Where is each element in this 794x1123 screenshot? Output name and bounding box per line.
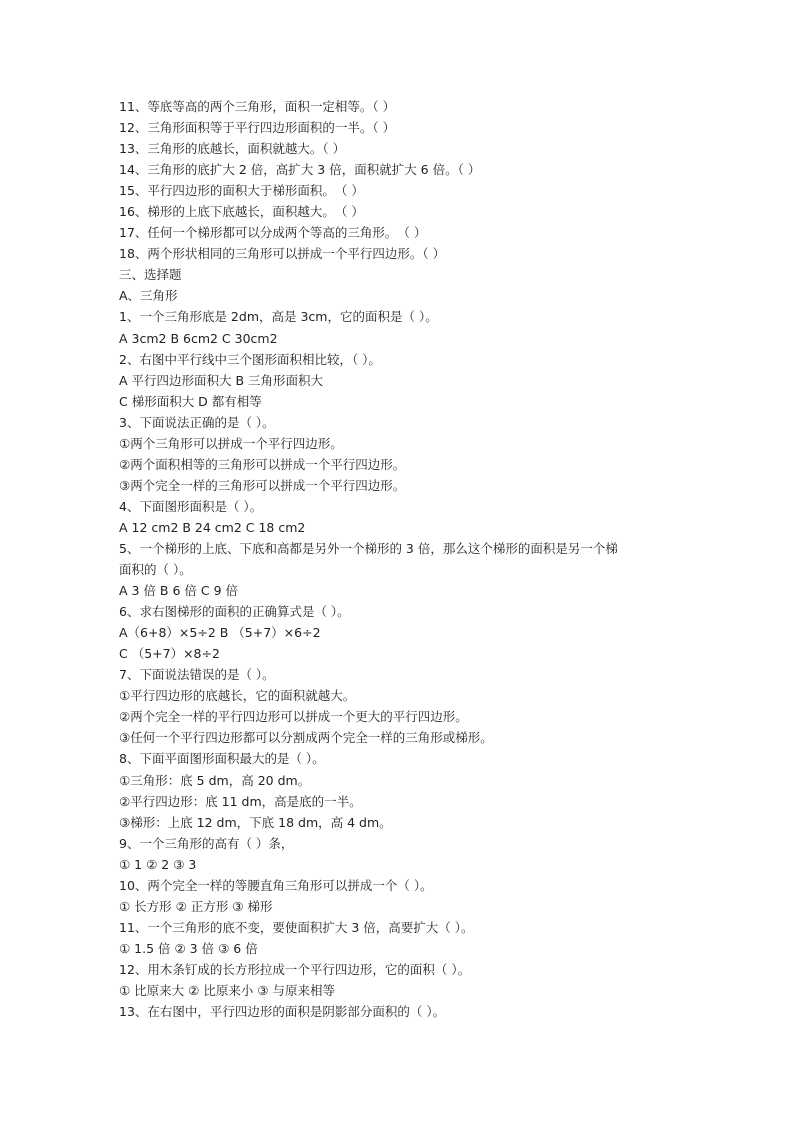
option-line: A 3cm2 B 6cm2 C 30cm2 <box>119 330 278 346</box>
option-line: C （5+7）×8÷2 <box>119 646 220 662</box>
question-line: 3、下面说法正确的是（ ）。 <box>119 414 275 430</box>
option-line: A（6+8）×5÷2 B （5+7）×6÷2 <box>119 625 321 641</box>
option-line: A 12 cm2 B 24 cm2 C 18 cm2 <box>119 519 306 535</box>
question-line: 2、右图中平行线中三个图形面积相比较，（ ）。 <box>119 351 381 367</box>
option-line: ②平行四边形：底 11 dm，高是底的一半。 <box>119 793 362 809</box>
question-line: 4、下面图形面积是（ ）。 <box>119 498 263 514</box>
question-line: 8、下面平面图形面积最大的是（ ）。 <box>119 751 325 767</box>
option-line: ①两个三角形可以拼成一个平行四边形。 <box>119 435 343 451</box>
option-line: A 3 倍 B 6 倍 C 9 倍 <box>119 583 239 599</box>
question-line: 17、任何一个梯形都可以分成两个等高的三角形。 （ ） <box>119 225 427 241</box>
question-line: 7、下面说法错误的是（ ）。 <box>119 667 275 683</box>
section-heading: 三、选择题 <box>119 267 182 283</box>
question-line: 11、一个三角形的底不变，要使面积扩大 3 倍，高要扩大（ ）。 <box>119 919 474 935</box>
option-line: ①平行四边形的底越长，它的面积就越大。 <box>119 688 356 704</box>
option-line: ① 1 ② 2 ③ 3 <box>119 856 197 872</box>
question-line: 14、三角形的底扩大 2 倍，高扩大 3 倍，面积就扩大 6 倍。（ ） <box>119 162 481 178</box>
question-line: 11、等底等高的两个三角形，面积一定相等。（ ） <box>119 99 396 114</box>
question-line: 1、一个三角形底是 2dm，高是 3cm，它的面积是（ ）。 <box>119 309 438 325</box>
question-line: 9、一个三角形的高有（ ）条， <box>119 835 294 851</box>
option-line: A 平行四边形面积大 B 三角形面积大 <box>119 372 324 388</box>
option-line: ②两个完全一样的平行四边形可以拼成一个更大的平行四边形。 <box>119 709 468 725</box>
option-line: C 梯形面积大 D 都有相等 <box>119 393 262 409</box>
question-line-continued: 面积的（ ）。 <box>119 562 192 578</box>
question-line: 18、两个形状相同的三角形可以拼成一个平行四边形。（ ） <box>119 246 446 262</box>
question-line: 6、求右图梯形的面积的正确算式是（ ）。 <box>119 604 350 620</box>
question-line: 13、三角形的底越长，面积就越大。（ ） <box>119 141 346 157</box>
option-line: ③两个完全一样的三角形可以拼成一个平行四边形。 <box>119 477 406 493</box>
question-line: 12、用木条钉成的长方形拉成一个平行四边形，它的面积（ ）。 <box>119 961 471 977</box>
question-line: 12、三角形面积等于平行四边形面积的一半。（ ） <box>119 120 396 136</box>
option-line: ① 1.5 倍 ② 3 倍 ③ 6 倍 <box>119 940 258 956</box>
question-line: 16、梯形的上底下底越长，面积越大。 （ ） <box>119 204 364 220</box>
option-line: ③任何一个平行四边形都可以分割成两个完全一样的三角形或梯形。 <box>119 730 493 746</box>
option-line: ① 比原来大 ② 比原来小 ③ 与原来相等 <box>119 982 335 998</box>
question-line: 5、一个梯形的上底、下底和高都是另外一个梯形的 3 倍，那么这个梯形的面积是另一个梯 <box>119 540 618 556</box>
option-line: ③梯形：上底 12 dm，下底 18 dm，高 4 dm。 <box>119 814 392 830</box>
option-line: ②两个面积相等的三角形可以拼成一个平行四边形。 <box>119 456 406 472</box>
question-line: 15、平行四边形的面积大于梯形面积。 （ ） <box>119 183 364 199</box>
question-line: 10、两个完全一样的等腰直角三角形可以拼成一个（ ）。 <box>119 877 433 893</box>
subsection-heading: A、三角形 <box>119 288 178 304</box>
option-line: ①三角形：底 5 dm，高 20 dm。 <box>119 772 311 788</box>
question-line: 13、在右图中，平行四边形的面积是阴影部分面积的（ ）。 <box>119 1004 446 1020</box>
option-line: ① 长方形 ② 正方形 ③ 梯形 <box>119 898 273 914</box>
worksheet-content <box>119 96 699 1022</box>
